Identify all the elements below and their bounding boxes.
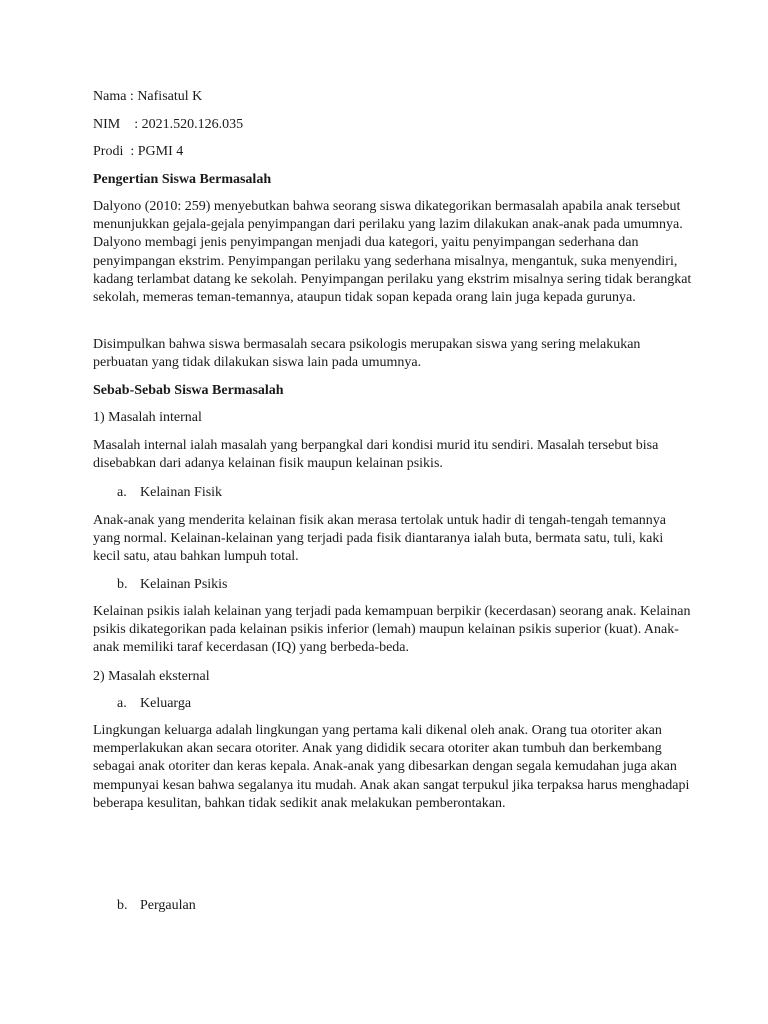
paragraph-kesimpulan: Disimpulkan bahwa siswa bermasalah secara psikologis merupakan siswa yang sering melakukan perbuatan yang tidak dilakukan siswa lain pada umumnya. <box>93 337 641 371</box>
heading-sebab: Sebab-Sebab Siswa Bermasalah <box>93 383 284 398</box>
list-marker-a-keluarga: a. <box>117 696 127 711</box>
student-nim: NIM : 2021.520.126.035 <box>93 117 244 132</box>
student-prodi: Prodi : PGMI 4 <box>93 144 184 159</box>
paragraph-dalyono: Dalyono (2010: 259) menyebutkan bahwa seorang siswa dikategorikan bermasalah apabila anak tersebut menunjukkan gejala-gejala penyimpangan dari perilaku yang lazim dilakukan anak-anak pada umumnya. Dalyono membagi jenis penyimpangan menjadi dua kategori, yaitu penyimpangan sederhana dan penyimpangan ekstrim. Penyimpangan perilaku yang sederhana misalnya, mengantuk, suka menyendiri, kadang terlambat datang ke sekolah. Penyimpangan perilaku yang ekstrim misalnya sering tidak berangkat sekolah, memeras teman-temannya, ataupun tidak sopan kepada orang lain juga kepada gurunya. <box>93 199 692 306</box>
subheading-kelainan-psikis: Kelainan Psikis <box>140 577 228 592</box>
paragraph-kelainan-psikis: Kelainan psikis ialah kelainan yang terjadi pada kemampuan berpikir (kecerdasan) seorang anak. Kelainan psikis dikategorikan pada kelainan psikis inferior (lemah) maupun kelainan psikis superior (kuat). Anak-anak memiliki taraf kecerdasan (IQ) yang berbeda-beda. <box>93 604 691 656</box>
paragraph-keluarga: Lingkungan keluarga adalah lingkungan yang pertama kali dikenal oleh anak. Orang tua otoriter akan memperlakukan akan secara otoriter. Anak yang dididik secara otoriter akan tumbuh dan berkembang sebagai anak otoriter dan keras kepala. Anak-anak yang dibesarkan dengan segala kemudahan juga akan mempunyai kesan bahwa segalanya itu mudah. Anak akan sangat terpukul jika terpaksa harus menghadapi beberapa kesulitan, bahkan tidak sedikit anak melakukan pemberontakan. <box>93 723 690 811</box>
list-marker-a-fisik: a. <box>117 485 127 500</box>
student-name: Nama : Nafisatul K <box>93 89 203 104</box>
subheading-keluarga: Keluarga <box>140 696 192 711</box>
paragraph-kelainan-fisik: Anak-anak yang menderita kelainan fisik akan merasa tertolak untuk hadir di tengah-tengah temannya yang normal. Kelainan-kelainan yang terjadi pada fisik diantaranya ialah buta, bermata satu, tuli, kaki kecil satu, atau bahkan lumpuh total. <box>93 513 667 565</box>
heading-pengertian: Pengertian Siswa Bermasalah <box>93 172 272 187</box>
subheading-pergaulan: Pergaulan <box>140 898 196 913</box>
paragraph-internal: Masalah internal ialah masalah yang berpangkal dari kondisi murid itu sendiri. Masalah tersebut bisa disebabkan dari adanya kelainan fisik maupun kelainan psikis. <box>93 438 659 472</box>
list-marker-b-psikis: b. <box>117 577 128 592</box>
subheading-eksternal: 2) Masalah eksternal <box>93 669 210 684</box>
subheading-internal: 1) Masalah internal <box>93 410 202 425</box>
list-marker-b-pergaulan: b. <box>117 898 128 913</box>
subheading-kelainan-fisik: Kelainan Fisik <box>140 485 223 500</box>
